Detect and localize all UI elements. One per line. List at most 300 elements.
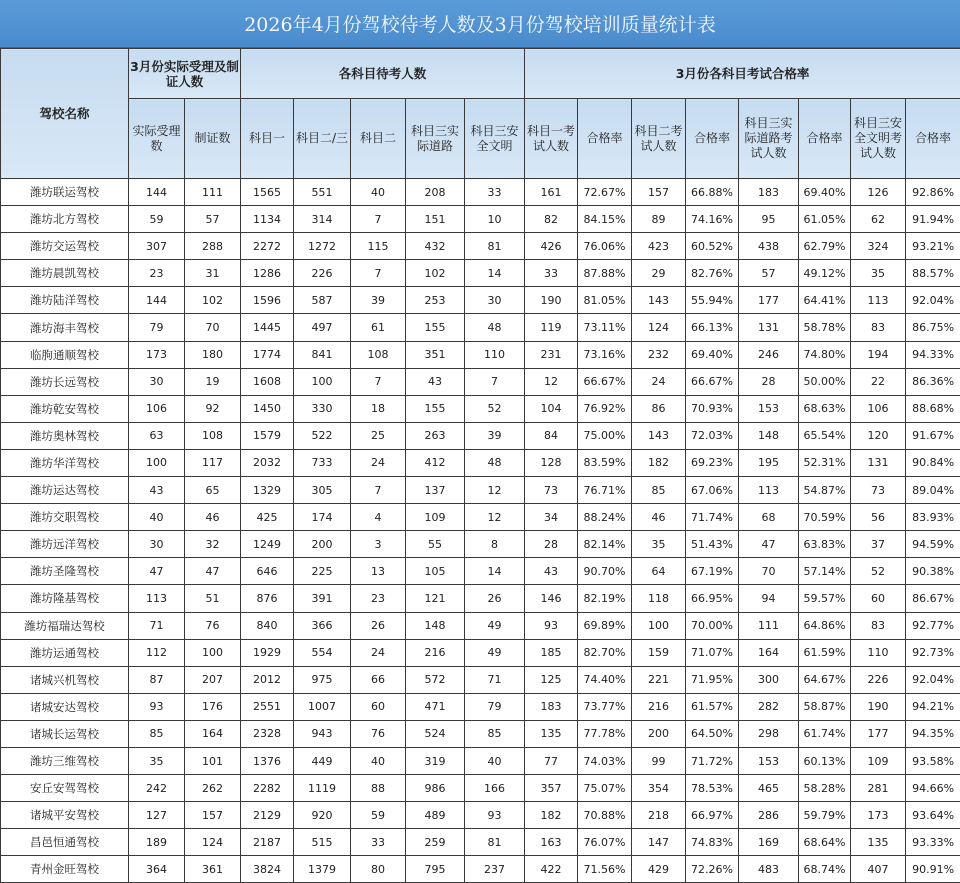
table-cell: 7	[351, 206, 406, 233]
table-cell: 111	[185, 179, 241, 206]
table-cell: 300	[739, 666, 799, 693]
table-cell: 226	[294, 260, 351, 287]
table-cell: 28	[525, 531, 578, 558]
table-cell: 173	[851, 802, 906, 829]
table-cell: 200	[294, 531, 351, 558]
table-row	[1, 585, 960, 612]
table-cell: 429	[632, 856, 686, 883]
table-cell: 93.58%	[906, 747, 960, 774]
table-cell: 314	[294, 206, 351, 233]
table-cell: 58.28%	[799, 775, 851, 802]
table-cell: 86.75%	[906, 314, 960, 341]
table-cell: 49	[465, 639, 525, 666]
table-cell: 83	[851, 612, 906, 639]
table-cell: 63	[129, 422, 185, 449]
table-cell: 151	[406, 206, 465, 233]
table-cell: 106	[129, 395, 185, 422]
table-cell: 169	[739, 829, 799, 856]
table-row	[1, 422, 960, 449]
table-cell: 74.40%	[578, 666, 632, 693]
table-cell: 14	[465, 558, 525, 585]
table-cell: 2187	[241, 829, 294, 856]
table-cell: 52	[851, 558, 906, 585]
table-cell: 92.04%	[906, 287, 960, 314]
table-cell: 68.64%	[799, 829, 851, 856]
table-cell: 99	[632, 747, 686, 774]
table-cell: 105	[406, 558, 465, 585]
table-cell: 50.00%	[799, 368, 851, 395]
school-name-cell: 潍坊北方驾校	[1, 206, 129, 233]
table-cell: 307	[129, 233, 185, 260]
table-cell: 82	[525, 206, 578, 233]
table-cell: 920	[294, 802, 351, 829]
table-cell: 71	[129, 612, 185, 639]
table-cell: 104	[525, 395, 578, 422]
table-cell: 3	[351, 531, 406, 558]
table-cell: 31	[185, 260, 241, 287]
table-cell: 26	[351, 612, 406, 639]
table-cell: 207	[185, 666, 241, 693]
table-cell: 83.59%	[578, 449, 632, 476]
table-cell: 471	[406, 693, 465, 720]
table-cell: 71.56%	[578, 856, 632, 883]
table-cell: 163	[525, 829, 578, 856]
table-cell: 232	[632, 341, 686, 368]
table-cell: 81	[465, 829, 525, 856]
table-cell: 146	[525, 585, 578, 612]
table-cell: 1134	[241, 206, 294, 233]
table-cell: 7	[351, 477, 406, 504]
school-name-cell: 潍坊联运驾校	[1, 179, 129, 206]
table-cell: 101	[185, 747, 241, 774]
table-cell: 59.79%	[799, 802, 851, 829]
table-cell: 426	[525, 233, 578, 260]
table-cell: 76	[185, 612, 241, 639]
school-name-cell: 潍坊远洋驾校	[1, 531, 129, 558]
school-name-cell: 昌邑恒通驾校	[1, 829, 129, 856]
table-cell: 47	[185, 558, 241, 585]
table-cell: 1379	[294, 856, 351, 883]
table-row	[1, 747, 960, 774]
table-cell: 242	[129, 775, 185, 802]
table-cell: 177	[851, 720, 906, 747]
table-cell: 82.76%	[686, 260, 739, 287]
table-cell: 422	[525, 856, 578, 883]
table-cell: 68.63%	[799, 395, 851, 422]
column-header: 合格率	[578, 99, 632, 179]
table-cell: 121	[406, 585, 465, 612]
table-cell: 159	[632, 639, 686, 666]
table-cell: 63.83%	[799, 531, 851, 558]
table-cell: 74.80%	[799, 341, 851, 368]
table-cell: 72.67%	[578, 179, 632, 206]
school-name-cell: 青州金旺驾校	[1, 856, 129, 883]
table-cell: 76	[351, 720, 406, 747]
table-cell: 82.14%	[578, 531, 632, 558]
table-row	[1, 395, 960, 422]
table-cell: 93	[525, 612, 578, 639]
table-cell: 1608	[241, 368, 294, 395]
table-row	[1, 179, 960, 206]
table-cell: 2551	[241, 693, 294, 720]
school-name-cell: 潍坊陆洋驾校	[1, 287, 129, 314]
table-cell: 67.19%	[686, 558, 739, 585]
table-cell: 183	[739, 179, 799, 206]
table-cell: 137	[406, 477, 465, 504]
table-cell: 70.88%	[578, 802, 632, 829]
table-cell: 110	[851, 639, 906, 666]
school-name-cell: 临朐通顺驾校	[1, 341, 129, 368]
table-cell: 1376	[241, 747, 294, 774]
table-cell: 71	[465, 666, 525, 693]
table-cell: 489	[406, 802, 465, 829]
school-name-cell: 潍坊交职驾校	[1, 504, 129, 531]
table-cell: 60.13%	[799, 747, 851, 774]
table-cell: 85	[465, 720, 525, 747]
column-header: 科目二/三	[294, 99, 351, 179]
table-cell: 61.57%	[686, 693, 739, 720]
table-cell: 88.68%	[906, 395, 960, 422]
column-header: 科目二考试人数	[632, 99, 686, 179]
table-cell: 43	[525, 558, 578, 585]
table-cell: 93.64%	[906, 802, 960, 829]
table-row	[1, 287, 960, 314]
table-cell: 60	[351, 693, 406, 720]
table-cell: 144	[129, 287, 185, 314]
table-cell: 40	[465, 747, 525, 774]
table-cell: 24	[351, 449, 406, 476]
table-cell: 76.06%	[578, 233, 632, 260]
school-name-cell: 潍坊运达驾校	[1, 477, 129, 504]
table-cell: 64.41%	[799, 287, 851, 314]
table-cell: 124	[185, 829, 241, 856]
table-cell: 58.87%	[799, 693, 851, 720]
table-cell: 120	[851, 422, 906, 449]
table-cell: 47	[739, 531, 799, 558]
table-cell: 1445	[241, 314, 294, 341]
table-cell: 587	[294, 287, 351, 314]
table-cell: 1596	[241, 287, 294, 314]
school-name-cell: 潍坊福瑞达驾校	[1, 612, 129, 639]
column-header: 科目三安全文明	[465, 99, 525, 179]
table-cell: 7	[351, 368, 406, 395]
table-cell: 22	[851, 368, 906, 395]
table-cell: 100	[129, 449, 185, 476]
table-cell: 108	[185, 422, 241, 449]
table-cell: 2129	[241, 802, 294, 829]
table-cell: 135	[525, 720, 578, 747]
table-cell: 2012	[241, 666, 294, 693]
table-cell: 943	[294, 720, 351, 747]
table-cell: 25	[351, 422, 406, 449]
table-cell: 84	[525, 422, 578, 449]
table-cell: 515	[294, 829, 351, 856]
school-name-cell: 诸城平安驾校	[1, 802, 129, 829]
table-cell: 66	[351, 666, 406, 693]
header-group-waiting: 各科目待考人数	[241, 49, 525, 99]
table-cell: 155	[406, 395, 465, 422]
table-cell: 93.21%	[906, 233, 960, 260]
table-cell: 157	[185, 802, 241, 829]
table-cell: 148	[406, 612, 465, 639]
table-cell: 646	[241, 558, 294, 585]
table-cell: 115	[351, 233, 406, 260]
table-cell: 131	[739, 314, 799, 341]
table-cell: 64	[632, 558, 686, 585]
table-cell: 216	[632, 693, 686, 720]
column-header: 科目三实际道路考试人数	[739, 99, 799, 179]
table-cell: 33	[525, 260, 578, 287]
table-cell: 1286	[241, 260, 294, 287]
table-cell: 72.26%	[686, 856, 739, 883]
table-cell: 61.59%	[799, 639, 851, 666]
table-cell: 407	[851, 856, 906, 883]
table-cell: 2272	[241, 233, 294, 260]
table-cell: 143	[632, 287, 686, 314]
table-cell: 102	[185, 287, 241, 314]
table-cell: 62	[851, 206, 906, 233]
table-cell: 1007	[294, 693, 351, 720]
table-cell: 12	[525, 368, 578, 395]
table-cell: 572	[406, 666, 465, 693]
table-cell: 73.16%	[578, 341, 632, 368]
table-cell: 189	[129, 829, 185, 856]
table-cell: 131	[851, 449, 906, 476]
table-cell: 286	[739, 802, 799, 829]
table-cell: 73.11%	[578, 314, 632, 341]
table-cell: 71.95%	[686, 666, 739, 693]
table-cell: 23	[129, 260, 185, 287]
table-cell: 71.72%	[686, 747, 739, 774]
table-cell: 208	[406, 179, 465, 206]
table-cell: 305	[294, 477, 351, 504]
table-cell: 62.79%	[799, 233, 851, 260]
table-cell: 166	[465, 775, 525, 802]
table-cell: 49	[465, 612, 525, 639]
table-cell: 51.43%	[686, 531, 739, 558]
table-cell: 48	[465, 449, 525, 476]
table-cell: 35	[632, 531, 686, 558]
table-cell: 18	[351, 395, 406, 422]
table-cell: 39	[351, 287, 406, 314]
table-cell: 88.57%	[906, 260, 960, 287]
table-cell: 135	[851, 829, 906, 856]
statistics-table	[0, 48, 960, 883]
table-cell: 33	[465, 179, 525, 206]
table-cell: 1272	[294, 233, 351, 260]
table-cell: 554	[294, 639, 351, 666]
table-cell: 94	[739, 585, 799, 612]
table-cell: 366	[294, 612, 351, 639]
table-cell: 28	[739, 368, 799, 395]
table-cell: 90.70%	[578, 558, 632, 585]
table-cell: 26	[465, 585, 525, 612]
table-cell: 975	[294, 666, 351, 693]
table-cell: 876	[241, 585, 294, 612]
table-cell: 143	[632, 422, 686, 449]
column-header: 科目二	[351, 99, 406, 179]
column-header: 合格率	[686, 99, 739, 179]
table-cell: 77	[525, 747, 578, 774]
table-cell: 91.94%	[906, 206, 960, 233]
table-cell: 182	[632, 449, 686, 476]
table-cell: 1450	[241, 395, 294, 422]
table-row	[1, 612, 960, 639]
table-cell: 81.05%	[578, 287, 632, 314]
table-cell: 24	[632, 368, 686, 395]
school-name-cell: 诸城兴机驾校	[1, 666, 129, 693]
column-header: 科目三实际道路	[406, 99, 465, 179]
table-cell: 39	[465, 422, 525, 449]
table-cell: 91.67%	[906, 422, 960, 449]
table-cell: 109	[851, 747, 906, 774]
table-row	[1, 775, 960, 802]
table-cell: 253	[406, 287, 465, 314]
table-cell: 281	[851, 775, 906, 802]
table-cell: 58.78%	[799, 314, 851, 341]
school-name-cell: 潍坊海丰驾校	[1, 314, 129, 341]
table-cell: 237	[465, 856, 525, 883]
table-cell: 438	[739, 233, 799, 260]
table-cell: 92.04%	[906, 666, 960, 693]
table-row	[1, 206, 960, 233]
table-cell: 61	[351, 314, 406, 341]
table-row	[1, 477, 960, 504]
table-cell: 40	[129, 504, 185, 531]
table-cell: 324	[851, 233, 906, 260]
table-cell: 49.12%	[799, 260, 851, 287]
table-cell: 111	[739, 612, 799, 639]
table-cell: 2032	[241, 449, 294, 476]
table-cell: 1329	[241, 477, 294, 504]
table-cell: 57	[185, 206, 241, 233]
table-cell: 176	[185, 693, 241, 720]
table-cell: 29	[632, 260, 686, 287]
table-cell: 60.52%	[686, 233, 739, 260]
school-name-cell: 安丘安驾驾校	[1, 775, 129, 802]
table-cell: 69.40%	[799, 179, 851, 206]
table-cell: 93	[129, 693, 185, 720]
table-cell: 106	[851, 395, 906, 422]
table-cell: 497	[294, 314, 351, 341]
table-cell: 113	[851, 287, 906, 314]
table-cell: 64.86%	[799, 612, 851, 639]
table-cell: 4	[351, 504, 406, 531]
table-cell: 70.00%	[686, 612, 739, 639]
table-cell: 231	[525, 341, 578, 368]
table-cell: 66.67%	[578, 368, 632, 395]
table-cell: 85	[632, 477, 686, 504]
table-cell: 76.92%	[578, 395, 632, 422]
table-cell: 66.13%	[686, 314, 739, 341]
table-cell: 57	[739, 260, 799, 287]
table-cell: 32	[185, 531, 241, 558]
table-cell: 57.14%	[799, 558, 851, 585]
table-cell: 95	[739, 206, 799, 233]
table-cell: 13	[351, 558, 406, 585]
table-cell: 86.67%	[906, 585, 960, 612]
table-cell: 161	[525, 179, 578, 206]
table-cell: 118	[632, 585, 686, 612]
table-cell: 74.83%	[686, 829, 739, 856]
header-group-accepted: 3月份实际受理及制证人数	[129, 49, 241, 99]
table-cell: 56	[851, 504, 906, 531]
table-cell: 7	[351, 260, 406, 287]
table-cell: 93	[465, 802, 525, 829]
column-header: 合格率	[906, 99, 960, 179]
table-cell: 69.40%	[686, 341, 739, 368]
table-cell: 92	[185, 395, 241, 422]
table-cell: 288	[185, 233, 241, 260]
table-row	[1, 449, 960, 476]
table-cell: 108	[351, 341, 406, 368]
table-cell: 82.70%	[578, 639, 632, 666]
table-cell: 259	[406, 829, 465, 856]
table-cell: 79	[465, 693, 525, 720]
table-cell: 87	[129, 666, 185, 693]
table-cell: 100	[294, 368, 351, 395]
table-cell: 43	[406, 368, 465, 395]
table-cell: 73	[851, 477, 906, 504]
table-cell: 218	[632, 802, 686, 829]
table-cell: 65.54%	[799, 422, 851, 449]
table-cell: 127	[129, 802, 185, 829]
table-cell: 52.31%	[799, 449, 851, 476]
table-cell: 34	[525, 504, 578, 531]
school-name-cell: 潍坊晨凯驾校	[1, 260, 129, 287]
table-cell: 164	[185, 720, 241, 747]
table-cell: 89	[632, 206, 686, 233]
table-cell: 66.88%	[686, 179, 739, 206]
header-group-pass-rate: 3月份各科目考试合格率	[525, 49, 960, 99]
table-cell: 66.67%	[686, 368, 739, 395]
school-name-cell: 诸城长运驾校	[1, 720, 129, 747]
table-cell: 425	[241, 504, 294, 531]
table-cell: 74.16%	[686, 206, 739, 233]
table-cell: 94.33%	[906, 341, 960, 368]
table-cell: 319	[406, 747, 465, 774]
table-cell: 180	[185, 341, 241, 368]
table-cell: 73.77%	[578, 693, 632, 720]
table-cell: 733	[294, 449, 351, 476]
table-cell: 35	[129, 747, 185, 774]
table-cell: 86	[632, 395, 686, 422]
table-cell: 125	[525, 666, 578, 693]
column-header: 合格率	[799, 99, 851, 179]
table-cell: 282	[739, 693, 799, 720]
table-cell: 92.86%	[906, 179, 960, 206]
table-cell: 40	[351, 747, 406, 774]
table-cell: 112	[129, 639, 185, 666]
table-cell: 483	[739, 856, 799, 883]
table-cell: 30	[129, 368, 185, 395]
table-cell: 76.71%	[578, 477, 632, 504]
table-cell: 69.23%	[686, 449, 739, 476]
table-cell: 37	[851, 531, 906, 558]
table-cell: 68	[739, 504, 799, 531]
table-cell: 110	[465, 341, 525, 368]
school-name-cell: 潍坊华洋驾校	[1, 449, 129, 476]
table-cell: 3824	[241, 856, 294, 883]
table-cell: 113	[129, 585, 185, 612]
table-cell: 85	[129, 720, 185, 747]
table-cell: 73	[525, 477, 578, 504]
table-cell: 75.00%	[578, 422, 632, 449]
table-cell: 61.74%	[799, 720, 851, 747]
table-cell: 174	[294, 504, 351, 531]
table-cell: 185	[525, 639, 578, 666]
table-cell: 225	[294, 558, 351, 585]
